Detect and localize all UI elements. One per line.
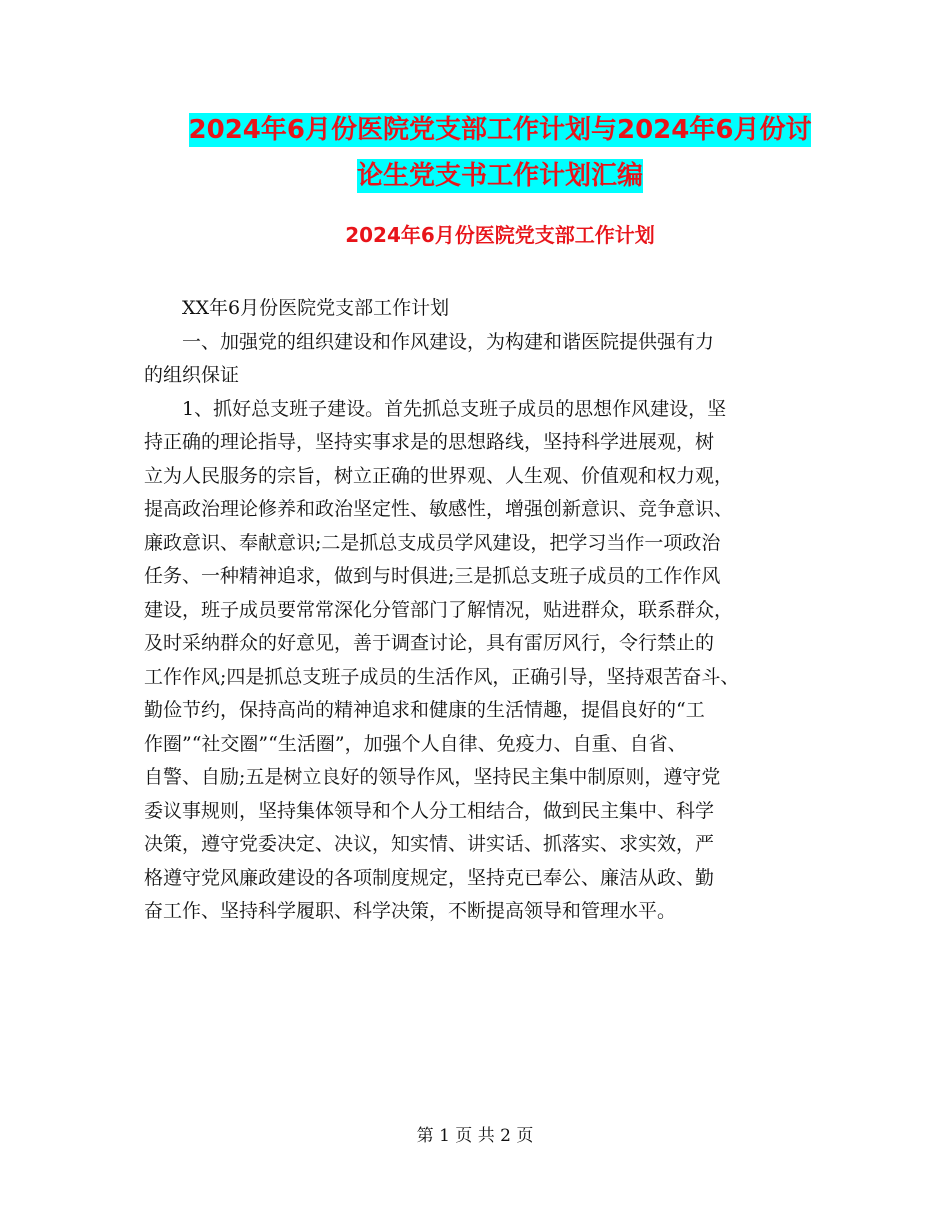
paragraph-2-line: 作圈”“社交圈”“生活圈”，加强个人自律、免疫力、自重、自省、 bbox=[144, 732, 687, 755]
paragraph-1-line: 的组织保证 bbox=[144, 364, 240, 386]
document-title-line-2 bbox=[140, 158, 860, 194]
document-title-text-1: 2024年6月份医院党支部工作计划与2024年6月份讨 bbox=[188, 115, 812, 145]
paragraph-2-line: 建设，班子成员要常常深化分管部门了解情况，贴进群众，联系群众， bbox=[144, 598, 734, 621]
paragraph-2-line: 勤俭节约，保持高尚的精神追求和健康的生活情趣，提倡良好的“工 bbox=[144, 699, 705, 721]
paragraph-2-line: 及时采纳群众的好意见，善于调查讨论，具有雷厉风行，令行禁止的 bbox=[144, 632, 715, 654]
paragraph-2-line: 1、抓好总支班子建设。首先抓总支班子成员的思想作风建设，坚 bbox=[182, 397, 727, 420]
paragraph-1-line: 一、加强党的组织建设和作风建设，为构建和谐医院提供强有力 bbox=[182, 330, 715, 353]
paragraph-2-line: 任务、一种精神追求，做到与时俱进;三是抓总支班子成员的工作作风 bbox=[144, 565, 721, 587]
paragraph-2-line: 奋工作、坚持科学履职、科学决策，不断提高领导和管理水平。 bbox=[144, 900, 677, 922]
document-title-text-2: 论生党支书工作计划汇编 bbox=[356, 161, 643, 191]
paragraph-2-line: 决策，遵守党委决定、决议，知实情、讲实话、抓落实、求实效，严 bbox=[144, 833, 715, 855]
paragraph-2-line: 自警、自励;五是树立良好的领导作风，坚持民主集中制原则，遵守党 bbox=[144, 766, 721, 788]
paragraph-2-line: 立为人民服务的宗旨，树立正确的世界观、人生观、价值观和权力观， bbox=[144, 464, 734, 487]
paragraph-2-line: 持正确的理论指导，坚持实事求是的思想路线，坚持科学进展观，树 bbox=[144, 431, 715, 453]
paragraph-2-line: 提高政治理论修养和政治坚定性、敏感性，增强创新意识、竞争意识、 bbox=[144, 498, 734, 520]
section-heading: 2024年6月份医院党支部工作计划 bbox=[345, 223, 655, 247]
page-indicator: 第 1 页 共 2 页 bbox=[416, 1126, 534, 1146]
paragraph-2-line: 格遵守党风廉政建设的各项制度规定，坚持克已奉公、廉洁从政、勤 bbox=[144, 866, 715, 889]
paragraph-2-line: 廉政意识、奉献意识;二是抓总支成员学风建设，把学习当作一项政治 bbox=[144, 531, 721, 554]
paragraph-2-line: 工作作风;四是抓总支班子成员的生活作风，正确引导，坚持艰苦奋斗、 bbox=[144, 665, 740, 688]
document-body bbox=[144, 292, 824, 929]
paragraph-2-line: 委议事规则，坚持集体领导和个人分工相结合，做到民主集中、科学 bbox=[144, 799, 715, 822]
document-subtitle: XX年6月份医院党支部工作计划 bbox=[182, 297, 450, 319]
document-title-line-1 bbox=[140, 112, 860, 148]
